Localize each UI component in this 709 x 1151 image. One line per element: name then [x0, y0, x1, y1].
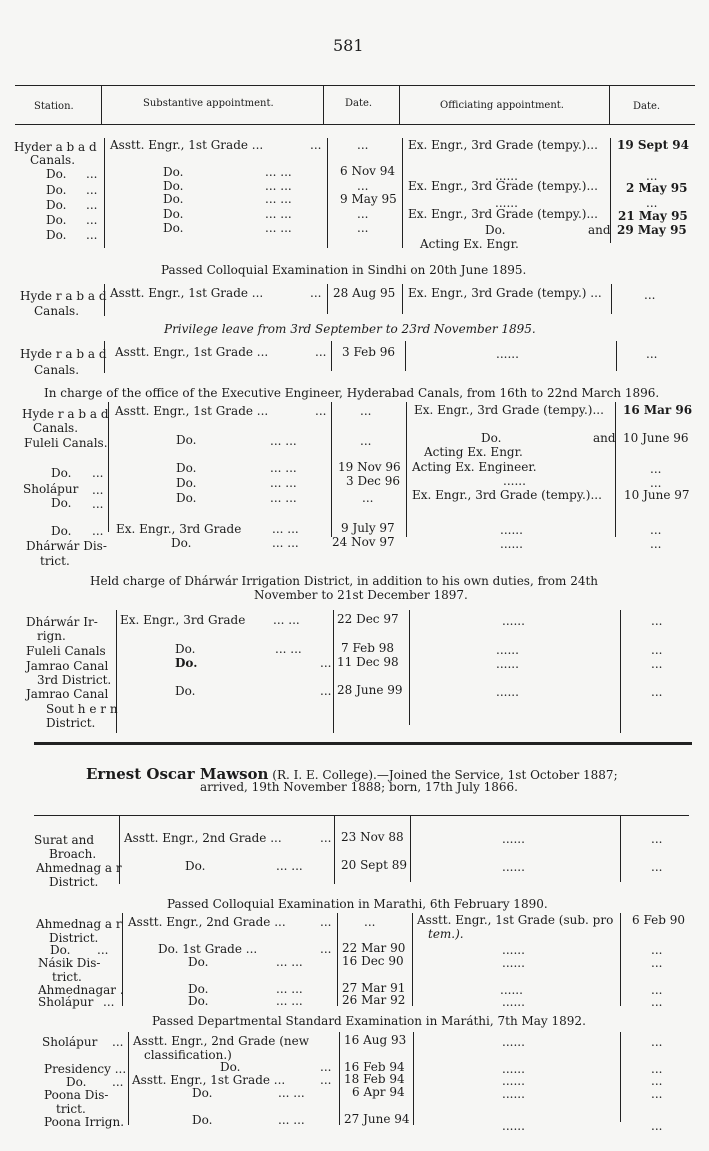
substantive: Do. — [163, 165, 184, 179]
date: 7 Feb 98 — [341, 641, 394, 655]
date: 11 Dec 98 — [337, 655, 399, 669]
date: 27 June 94 — [344, 1112, 410, 1126]
column-divider — [405, 341, 406, 371]
column-divider — [339, 1032, 340, 1125]
station: Presidency ... — [44, 1062, 127, 1076]
column-divider — [337, 913, 338, 1006]
substantive: Do. — [175, 656, 198, 670]
dots: ... ... — [270, 434, 297, 448]
officiating: Ex. Engr., 3rd Grade (tempy.)... — [408, 207, 598, 221]
header-date: Date. — [345, 98, 373, 109]
officiating-date: ... — [651, 1062, 663, 1076]
officiating: Do. — [481, 431, 502, 445]
dots: ... ... — [270, 491, 297, 505]
substantive: Ex. Engr., 3rd Grade — [120, 613, 246, 627]
dots: ... — [86, 198, 98, 212]
date: ... — [362, 491, 374, 505]
substantive: Do. 1st Grade ... — [158, 942, 258, 956]
officiating: ...... — [496, 347, 519, 361]
dots: ... — [112, 1075, 124, 1089]
station: Do. — [51, 524, 72, 538]
substantive: Asstt. Engr., 1st Grade ... — [110, 286, 264, 300]
officiating: ...... — [495, 196, 518, 210]
date: 23 Nov 88 — [341, 830, 404, 844]
station: Do. — [46, 183, 67, 197]
station: Jamrao Canal — [26, 687, 109, 701]
officiating-and: and — [588, 223, 611, 237]
date: 28 Aug 95 — [333, 286, 396, 300]
officiating-date: ... — [651, 983, 663, 997]
dots: ... ... — [272, 536, 299, 550]
station: Poona Dis- — [44, 1088, 109, 1102]
station: Dhárwár Dis- — [26, 539, 107, 553]
note: Privilege leave from 3rd September to 23rd November 1895. — [164, 322, 536, 336]
officiating-cont: Acting Ex. Engr. — [424, 445, 523, 459]
substantive: Do. — [175, 684, 196, 698]
station-cont: Canals. — [34, 304, 80, 318]
substantive: Do. — [188, 982, 209, 996]
dots: ... — [320, 1073, 332, 1087]
date: 16 Dec 90 — [342, 954, 404, 968]
date: 28 June 99 — [337, 683, 403, 697]
column-divider — [620, 913, 621, 1006]
date: ... — [364, 915, 376, 929]
column-divider — [412, 913, 413, 1006]
dots: ... — [320, 684, 332, 698]
substantive: Do. — [176, 461, 197, 475]
column-divider — [128, 1032, 129, 1125]
date: 6 Nov 94 — [340, 164, 396, 178]
dots: ... — [97, 943, 109, 957]
date: 16 Aug 93 — [344, 1033, 407, 1047]
officiating-date: ... — [650, 476, 662, 490]
officiating: ...... — [503, 474, 526, 488]
date: 19 Nov 96 — [338, 460, 401, 474]
header-divider — [101, 86, 102, 124]
station-cont: Canals. — [33, 421, 79, 435]
station: Do. — [46, 213, 67, 227]
substantive: Do. — [188, 994, 209, 1008]
dots: ... — [92, 483, 104, 497]
substantive: Do. — [188, 955, 209, 969]
station: Do. — [51, 466, 72, 480]
date: 3 Dec 96 — [346, 474, 400, 488]
note: In charge of the office of the Executive Engineer, Hyderabad Canals, from 16th to 22nd March 1896. — [44, 386, 660, 400]
officiating: ...... — [500, 537, 523, 551]
officiating: ...... — [502, 943, 525, 957]
column-divider — [333, 610, 334, 733]
dots: ... — [92, 466, 104, 480]
officiating: ...... — [502, 614, 525, 628]
date: 9 May 95 — [340, 192, 397, 206]
station-cont: trict. — [56, 1102, 86, 1116]
date: ... — [357, 221, 369, 235]
officiating: ...... — [500, 983, 523, 997]
substantive: Do. — [171, 536, 192, 550]
note: Passed Colloquial Examination in Sindhi on 20th June 1895. — [161, 263, 527, 277]
station: Surat and — [34, 833, 95, 847]
dots: ... — [310, 138, 322, 152]
header-top-rule — [15, 85, 695, 86]
dots: ... — [320, 915, 332, 929]
station: Ahmednag a r — [36, 861, 122, 875]
substantive: Do. — [176, 433, 197, 447]
officiating-date: ... — [646, 196, 658, 210]
dots: ... — [315, 345, 327, 359]
officiating: Ex. Engr., 3rd Grade (tempy.)... — [414, 403, 604, 417]
column-divider — [410, 816, 411, 882]
column-divider — [327, 138, 328, 248]
person-details: (R. I. E. College).—Joined the Service, 1st October 1887; — [272, 768, 618, 782]
dots: ... ... — [273, 613, 300, 627]
officiating: Ex. Engr., 3rd Grade (tempy.)... — [408, 179, 598, 193]
dots: ... ... — [265, 165, 292, 179]
dots: ... ... — [276, 955, 303, 969]
officiating: ...... — [502, 1062, 525, 1076]
date: 9 July 97 — [341, 521, 395, 535]
column-divider — [108, 402, 109, 532]
station: Poona Irrign. — [44, 1115, 125, 1129]
officiating: Ex. Engr., 3rd Grade (tempy.)... — [412, 488, 602, 502]
date: 3 Feb 96 — [342, 345, 395, 359]
officiating: ...... — [502, 956, 525, 970]
officiating-and: and — [593, 431, 616, 445]
column-divider — [331, 341, 332, 371]
station-cont: rign. — [37, 629, 66, 643]
officiating: Asstt. Engr., 1st Grade (sub. pro — [417, 913, 614, 927]
officiating-date: ... — [651, 614, 663, 628]
station-cont: District. — [49, 875, 99, 889]
column-divider — [334, 816, 335, 884]
officiating: ...... — [496, 685, 519, 699]
column-divider — [620, 1032, 621, 1122]
header-station: Station. — [34, 101, 74, 112]
station: Sholápur — [42, 1035, 98, 1049]
date: 22 Dec 97 — [337, 612, 399, 626]
date: 16 Feb 94 — [344, 1060, 405, 1074]
note: Passed Colloquial Examination in Marathi, 6th February 1890. — [167, 897, 548, 911]
station-cont: trict. — [52, 970, 82, 984]
officiating: ...... — [502, 1087, 525, 1101]
dots: ... — [92, 524, 104, 538]
officiating-date: 10 June 96 — [623, 431, 689, 445]
officiating-cont: tem.). — [428, 927, 464, 941]
column-divider — [406, 402, 407, 537]
officiating-date: ... — [651, 1119, 663, 1133]
officiating-date: ... — [651, 943, 663, 957]
header-officiating: Officiating appointment. — [440, 100, 564, 111]
dots: ... ... — [276, 859, 303, 873]
officiating-date: ... — [651, 860, 663, 874]
officiating: ...... — [502, 860, 525, 874]
section-separator — [34, 742, 692, 745]
page-number: 581 — [333, 36, 364, 55]
dots: ... ... — [272, 522, 299, 536]
column-divider — [104, 138, 105, 248]
date: ... — [357, 207, 369, 221]
dots: ... — [320, 656, 332, 670]
station: Hyde r a b a d — [20, 289, 107, 303]
officiating-date: 2 May 95 — [626, 181, 688, 195]
station: Jamrao Canal — [26, 659, 109, 673]
officiating-date: ... — [650, 523, 662, 537]
date: 27 Mar 91 — [342, 981, 406, 995]
substantive: Do. — [176, 476, 197, 490]
substantive: Do. — [163, 221, 184, 235]
substantive: Do. — [185, 859, 206, 873]
column-divider — [620, 816, 621, 882]
header-substantive: Substantive appointment. — [143, 98, 274, 109]
officiating: Acting Ex. Engineer. — [412, 460, 537, 474]
substantive: Asstt. Engr., 2nd Grade ... — [128, 915, 286, 929]
officiating-date: ... — [651, 956, 663, 970]
note: Held charge of Dhárwár Irrigation District, in addition to his own duties, from 24th — [90, 574, 599, 588]
dots: ... ... — [270, 476, 297, 490]
date: 6 Apr 94 — [352, 1085, 405, 1099]
officiating-date: ... — [651, 685, 663, 699]
column-divider — [331, 402, 332, 537]
station: Do. — [46, 228, 67, 242]
date: ... — [357, 138, 369, 152]
station-cont: 3rd District. — [37, 673, 112, 687]
officiating: ...... — [502, 1119, 525, 1133]
dots: ... ... — [276, 982, 303, 996]
substantive: Do. — [175, 642, 196, 656]
column-divider — [616, 341, 617, 371]
dots: ... — [86, 228, 98, 242]
substantive: Do. — [163, 179, 184, 193]
table-top-rule — [34, 815, 689, 816]
column-divider — [620, 610, 621, 733]
date: ... — [360, 434, 372, 448]
station: Sholápur — [38, 995, 94, 1009]
officiating-date: 29 May 95 — [617, 223, 687, 237]
station: Do. — [51, 496, 72, 510]
person-details-cont: arrived, 19th November 1888; born, 17th July 1866. — [200, 780, 518, 794]
header-divider — [609, 86, 610, 124]
dots: ... ... — [270, 461, 297, 475]
officiating-date: ... — [651, 832, 663, 846]
station: Hyde r a b a d — [20, 347, 107, 361]
station: Do. — [46, 167, 67, 181]
dots: ... ... — [265, 207, 292, 221]
station: Hyder a b a d — [14, 140, 97, 154]
substantive: Asstt. Engr., 1st Grade ... — [115, 404, 269, 418]
dots: ... — [103, 995, 115, 1009]
station-cont-2: District. — [46, 716, 96, 730]
date: 20 Sept 89 — [341, 858, 407, 872]
column-divider — [611, 284, 612, 314]
officiating-date: 10 June 97 — [624, 488, 690, 502]
substantive: Ex. Engr., 3rd Grade — [116, 522, 242, 536]
column-divider — [402, 138, 403, 248]
dots: ... ... — [265, 221, 292, 235]
substantive: Asstt. Engr., 1st Grade ... — [132, 1073, 286, 1087]
officiating: Do. — [485, 223, 506, 237]
substantive: Asstt. Engr., 1st Grade ... — [115, 345, 269, 359]
substantive: Do. — [220, 1060, 241, 1074]
officiating-date: ... — [651, 1087, 663, 1101]
note: Passed Departmental Standard Examination in Maráthi, 7th May 1892. — [152, 1014, 586, 1028]
station: Sholápur — [23, 482, 79, 496]
dots: ... — [86, 213, 98, 227]
officiating: ...... — [502, 1074, 525, 1088]
officiating: Ex. Engr., 3rd Grade (tempy.) ... — [408, 286, 602, 300]
dots: ... ... — [265, 192, 292, 206]
substantive: Asstt. Engr., 2nd Grade ... — [124, 831, 282, 845]
officiating-date: ... — [651, 995, 663, 1009]
dots: ... ... — [278, 1086, 305, 1100]
officiating: ...... — [496, 643, 519, 657]
station-cont: Canals. — [34, 363, 80, 377]
dots: ... — [310, 286, 322, 300]
officiating-date: 19 Sept 94 — [617, 138, 689, 152]
dots: ... — [112, 1035, 124, 1049]
station-cont: Canals. — [30, 153, 76, 167]
note-cont: November to 21st December 1897. — [254, 588, 468, 602]
officiating-date: ... — [646, 169, 658, 183]
substantive: Asstt. Engr., 1st Grade ... — [110, 138, 264, 152]
column-divider — [409, 610, 410, 725]
officiating: ...... — [500, 523, 523, 537]
officiating: ...... — [502, 1035, 525, 1049]
column-divider — [402, 284, 403, 314]
substantive: Asstt. Engr., 2nd Grade (new — [133, 1034, 310, 1048]
station: Dhárwár Ir- — [26, 615, 98, 629]
officiating: ...... — [495, 169, 518, 183]
officiating-date: 6 Feb 90 — [632, 913, 685, 927]
officiating-date: ... — [651, 643, 663, 657]
date: 24 Nov 97 — [332, 535, 395, 549]
date: ... — [360, 404, 372, 418]
dots: ... — [92, 497, 104, 511]
officiating: ...... — [496, 657, 519, 671]
dots: ... — [320, 831, 332, 845]
officiating-date: 21 May 95 — [618, 209, 688, 223]
substantive: Do. — [176, 491, 197, 505]
substantive: Do. — [192, 1113, 213, 1127]
dots: ... ... — [278, 1113, 305, 1127]
officiating-date: ... — [646, 347, 658, 361]
officiating-cont: Acting Ex. Engr. — [420, 237, 519, 251]
date: ... — [357, 179, 369, 193]
header-divider — [323, 86, 324, 124]
station: Ahmednag a r — [36, 917, 122, 931]
officiating-date: 16 Mar 96 — [623, 403, 693, 417]
dots: ... — [315, 404, 327, 418]
station: Do. — [50, 943, 71, 957]
station: Hyde r a b a d — [22, 407, 109, 421]
officiating: Ex. Engr., 3rd Grade (tempy.)... — [408, 138, 598, 152]
station: Fuleli Canals. — [24, 436, 108, 450]
dots: ... — [86, 183, 98, 197]
substantive-cont: classification.) — [144, 1048, 232, 1062]
date: 26 Mar 92 — [342, 993, 406, 1007]
station-cont: trict. — [40, 554, 70, 568]
station: Násik Dis- — [38, 956, 101, 970]
header-date-2: Date. — [633, 101, 661, 112]
officiating-date: ... — [651, 1074, 663, 1088]
header-divider — [399, 86, 400, 124]
dots: ... ... — [275, 642, 302, 656]
substantive: Do. — [163, 207, 184, 221]
column-divider — [327, 284, 328, 314]
station: Do. — [46, 198, 67, 212]
officiating-date: ... — [651, 657, 663, 671]
station-cont: Sout h e r n — [46, 702, 118, 716]
dots: ... — [320, 1060, 332, 1074]
column-divider — [413, 1032, 414, 1125]
officiating-date: ... — [644, 288, 656, 302]
header-bottom-rule — [15, 124, 695, 125]
station: Do. — [66, 1075, 87, 1089]
person-name: Ernest Oscar Mawson — [86, 765, 269, 783]
substantive: Do. — [163, 192, 184, 206]
officiating: ...... — [502, 832, 525, 846]
officiating-date: ... — [650, 537, 662, 551]
substantive: Do. — [192, 1086, 213, 1100]
officiating-date: ... — [651, 1035, 663, 1049]
station-cont: Broach. — [49, 847, 97, 861]
station: Fuleli Canals — [26, 644, 106, 658]
column-divider — [615, 402, 616, 537]
dots: ... — [320, 942, 332, 956]
date: 22 Mar 90 — [342, 941, 406, 955]
station: Ahmednagar . — [38, 983, 124, 997]
dots: ... ... — [265, 179, 292, 193]
dots: ... — [86, 167, 98, 181]
date: 18 Feb 94 — [344, 1072, 405, 1086]
officiating-date: ... — [650, 462, 662, 476]
station-cont: District. — [49, 931, 99, 945]
dots: ... ... — [276, 994, 303, 1008]
officiating: ...... — [502, 995, 525, 1009]
